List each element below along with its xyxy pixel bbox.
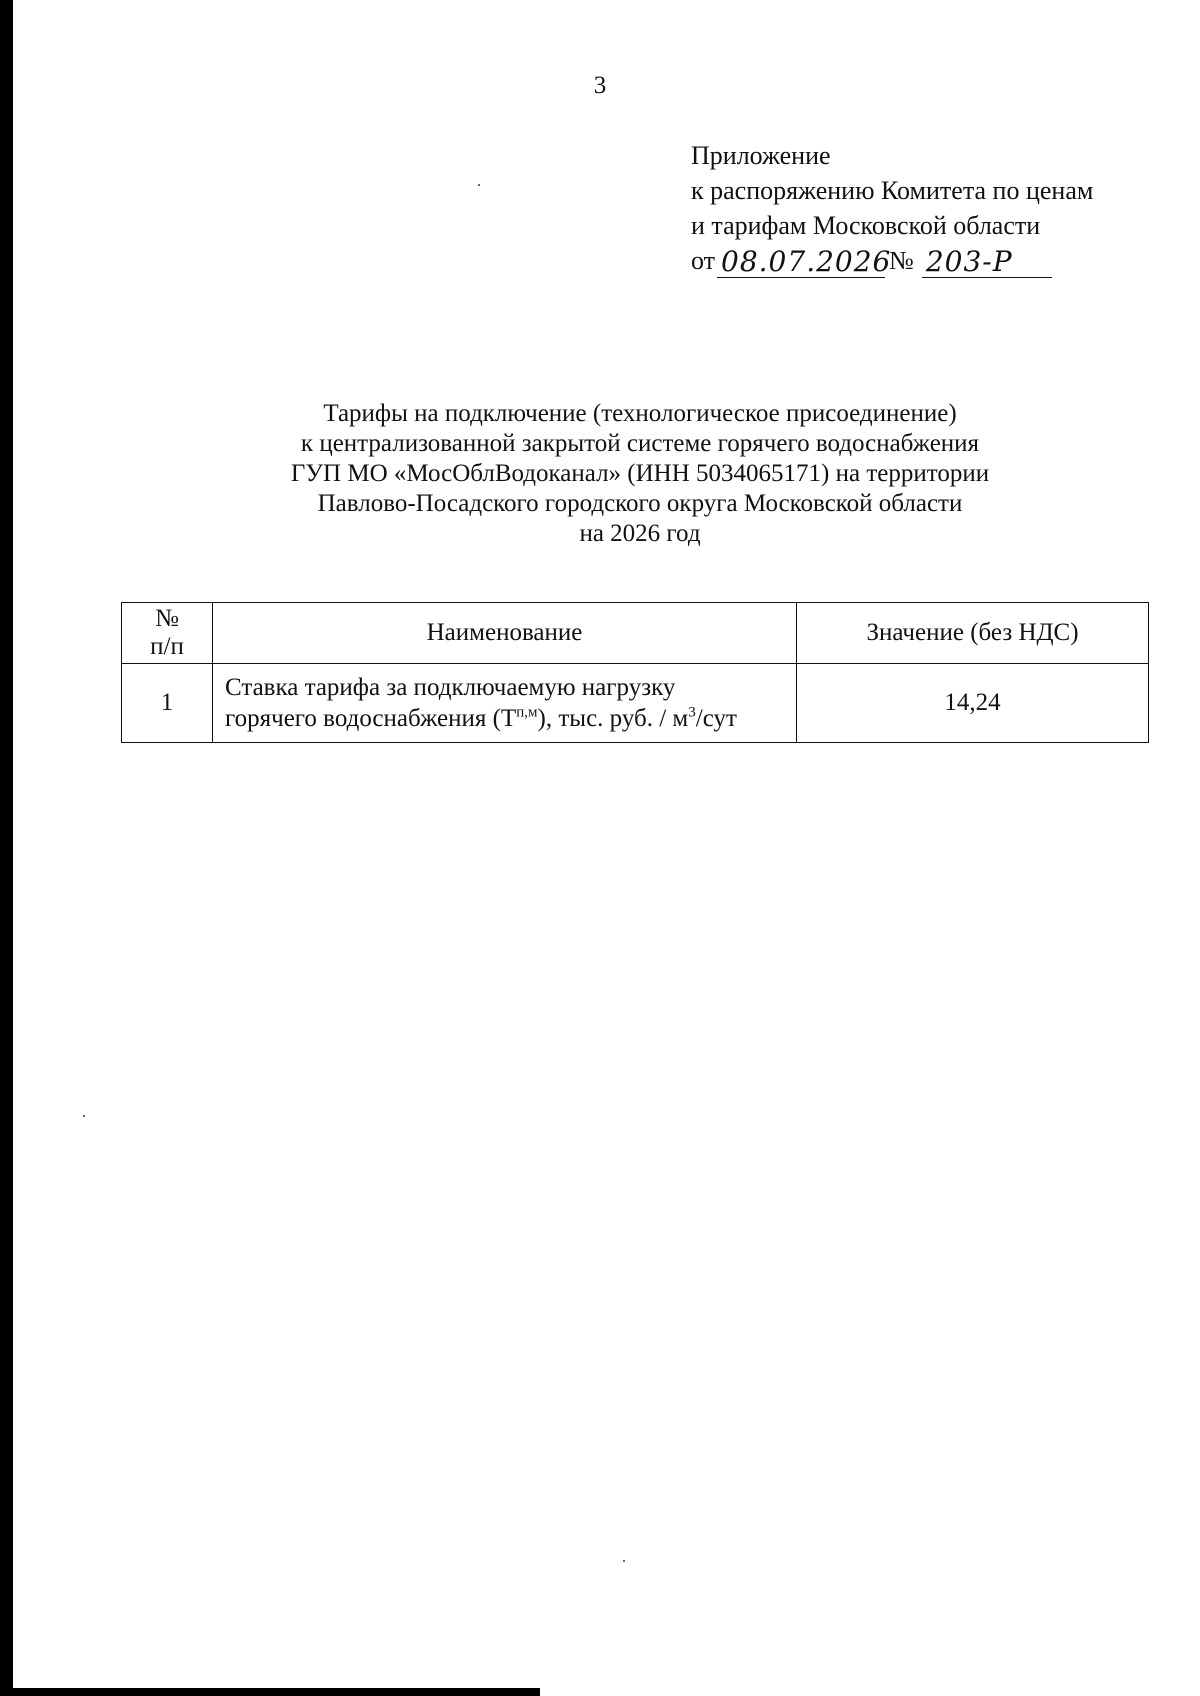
appendix-block	[691, 138, 1093, 278]
appendix-line-1: Приложение	[691, 141, 831, 170]
document-title	[100, 399, 1180, 549]
header-value: Значение (без НДС)	[797, 603, 1149, 664]
row-number: 1	[122, 664, 213, 743]
title-line-3: ГУП МО «МосОблВодоканал» (ИНН 5034065171) на территории	[290, 460, 990, 487]
scan-speck	[83, 1115, 85, 1117]
header-name: Наименование	[213, 603, 797, 664]
handwritten-number: 203-Р	[922, 247, 1052, 278]
row-unit-tail: /сут	[695, 705, 737, 732]
page-number: 3	[593, 72, 607, 99]
appendix-line-3: и тарифам Московской области	[691, 211, 1041, 240]
header-number-pp: п/п	[150, 633, 184, 660]
table-header-row	[122, 603, 1149, 664]
scan-speck	[623, 1560, 625, 1562]
date-prefix: от	[691, 246, 716, 275]
tariff-table	[121, 602, 1149, 743]
number-sign: №	[889, 246, 914, 275]
header-number	[122, 603, 213, 664]
row-unit-superscript: 3	[688, 704, 696, 721]
header-number-sign: №	[155, 605, 179, 632]
appendix-date-number-row	[691, 243, 1093, 278]
row-name-line-2-pre: горячего водоснабжения (Т	[225, 705, 517, 732]
scan-edge-left	[0, 0, 13, 1696]
row-name-line-1: Ставка тарифа за подключаемую нагрузку	[225, 674, 676, 701]
title-line-4: Павлово-Посадского городского округа Московской области	[317, 490, 963, 517]
title-line-2: к централизованной закрытой системе горячего водоснабжения	[300, 430, 980, 457]
scan-edge-bottom	[0, 1688, 540, 1696]
scan-speck	[478, 184, 480, 186]
row-name-line-2-post: ), тыс. руб. / м	[537, 705, 689, 732]
title-line-5: на 2026 год	[579, 520, 701, 547]
appendix-line-2: к распоряжению Комитета по ценам	[691, 176, 1094, 205]
table-row	[122, 664, 1149, 743]
row-name	[213, 664, 797, 743]
handwritten-date: 08.07.2026	[717, 247, 885, 278]
title-line-1: Тарифы на подключение (технологическое присоединение)	[323, 400, 957, 427]
row-name-superscript: п,м	[516, 704, 538, 721]
row-value: 14,24	[797, 664, 1149, 743]
